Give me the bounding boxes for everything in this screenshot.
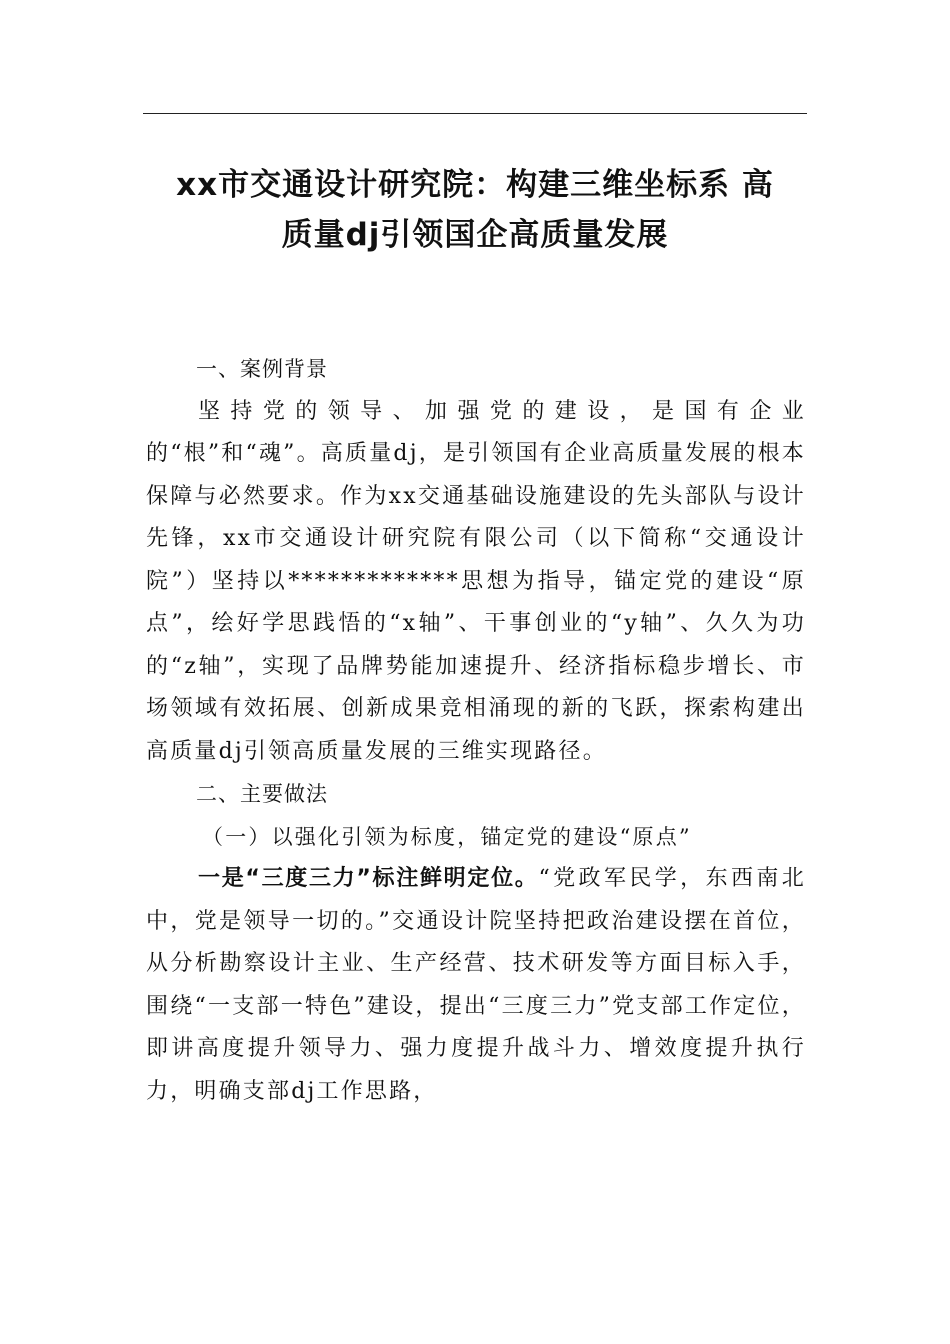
document-body <box>146 348 806 1113</box>
section-heading-methods: 二、主要做法 <box>196 782 328 806</box>
document-title <box>143 160 807 260</box>
point-1-text: “党政军民学，东西南北中，党是领导一切的。”交通设计院坚持把政治建设摆在首位，从分析勘察设计主业、生产经营、技术研发等方面目标入手，围绕“一支部一特色”建设，提出“三度三力”党支部工作定位，即讲高度提升领导力、强力度提升战斗力、增效度提升执行力，明确支部dj工作思路， <box>146 866 806 1104</box>
header-rule <box>143 113 807 114</box>
title-line-1: xx市交通设计研究院：构建三维坐标系 高 <box>176 167 774 203</box>
title-line-2: 质量dj引领国企高质量发展 <box>281 217 669 253</box>
background-paragraph: 坚持党的领导、加强党的建设，是国有企业的“根”和“魂”。高质量dj，是引领国有企业高质量发展的根本保障与必然要求。作为xx交通基础设施建设的先头部队与设计先锋，xx市交通设计研究院有限公司（以下简称“交通设计院”）坚持以*************思想为指导，锚定党的建设“原点”，绘好学思践悟的“x轴”、干事创业的“y轴”、久久为功的“z轴”，实现了品牌势能加速提升、经济指标稳步增长、市场领域有效拓展、创新成果竞相涌现的新的飞跃，探索构建出高质量dj引领高质量发展的三维实现路径。 <box>146 398 806 764</box>
point-1-lead: 一是“三度三力”标注鲜明定位。 <box>198 866 539 891</box>
subsection-heading-1: （一）以强化引领为标度，锚定党的建设“原点” <box>202 824 692 849</box>
point-1-paragraph <box>146 858 806 1113</box>
section-heading-background: 一、案例背景 <box>196 357 328 381</box>
